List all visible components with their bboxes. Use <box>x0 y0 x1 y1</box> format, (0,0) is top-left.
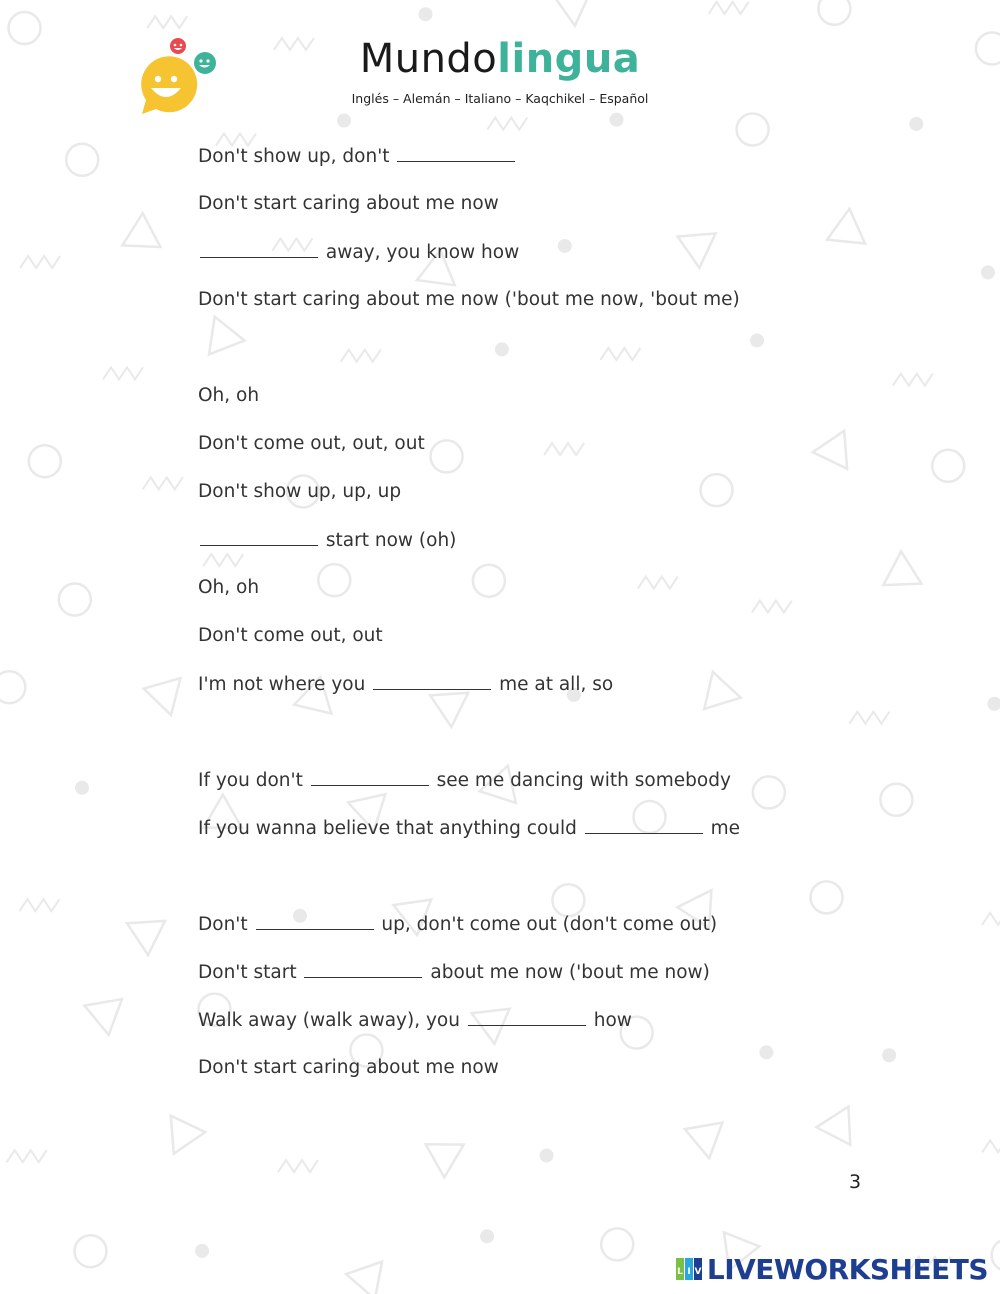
lyric-line <box>198 240 519 265</box>
lyric-text: Don't start <box>198 962 303 983</box>
background-shape <box>610 113 624 127</box>
background-shape <box>737 114 769 146</box>
background-shape <box>540 1148 554 1162</box>
fill-in-blank[interactable] <box>397 144 515 162</box>
lyric-text: Oh, oh <box>198 385 260 406</box>
background-shape <box>75 1235 107 1267</box>
lyric-text: Walk away (walk away), you <box>198 1010 466 1031</box>
background-shape <box>685 1123 723 1159</box>
lyric-text: how <box>587 1010 632 1031</box>
svg-text:V: V <box>694 1267 702 1277</box>
lyric-text: Oh, oh <box>198 577 260 598</box>
background-shape <box>495 342 509 356</box>
liveworksheets-logo-icon <box>676 1256 704 1282</box>
fill-in-blank[interactable] <box>304 960 422 978</box>
background-shape <box>171 1116 205 1154</box>
lyric-text: up, don't come out (don't come out) <box>375 914 718 935</box>
svg-text:L: L <box>677 1267 683 1277</box>
lyric-line <box>198 816 740 841</box>
lyric-text: me at all, so <box>493 674 614 695</box>
background-shape <box>473 565 505 597</box>
background-shape <box>29 445 61 477</box>
fill-in-blank[interactable] <box>585 816 703 834</box>
lyric-text: I'm not where you <box>198 674 372 695</box>
lyric-text: Don't come out, out <box>198 625 383 646</box>
background-shape <box>753 776 785 808</box>
lyric-text: If you wanna believe that anything could <box>198 818 583 839</box>
fill-in-blank[interactable] <box>200 240 318 258</box>
lyric-line <box>198 528 456 553</box>
background-shape <box>0 671 25 703</box>
background-shape <box>932 450 964 482</box>
background-shape <box>880 784 912 816</box>
lyric-line <box>198 384 259 408</box>
lyric-line <box>198 1056 499 1080</box>
background-shape <box>750 333 764 347</box>
background-shape <box>59 584 91 616</box>
background-shape <box>203 554 243 566</box>
background-shape <box>553 0 591 26</box>
background-shape <box>849 712 889 724</box>
lyric-text: Don't come out, out, out <box>198 433 425 454</box>
language-list-subtitle: Inglés – Alemán – Italiano – Kaqchikel – Español <box>351 91 649 106</box>
background-shape <box>337 114 351 128</box>
lyric-text: Don't start caring about me now <box>198 193 499 214</box>
lyric-text: start now (oh) <box>320 530 457 551</box>
background-shape <box>341 350 381 362</box>
lyric-text: me <box>704 818 741 839</box>
background-shape <box>209 317 245 355</box>
lyric-line <box>198 768 731 793</box>
brand-title-part1: Mundo <box>359 36 498 82</box>
background-shape <box>601 1228 633 1260</box>
fill-in-blank[interactable] <box>373 672 491 690</box>
fill-in-blank[interactable] <box>311 768 429 786</box>
background-shape <box>709 2 749 14</box>
background-shape <box>544 443 584 455</box>
lyric-line <box>198 144 517 169</box>
background-shape <box>20 256 60 268</box>
background-shape <box>431 440 463 472</box>
background-shape <box>982 913 1000 925</box>
lyric-text: away, you know how <box>320 242 520 263</box>
background-shape <box>195 1244 209 1258</box>
lyric-line <box>198 624 383 648</box>
background-shape <box>318 564 350 596</box>
background-shape <box>487 118 527 130</box>
background-shape <box>7 1150 47 1162</box>
background-shape <box>827 209 865 244</box>
background-shape <box>600 348 640 360</box>
background-shape <box>893 374 933 386</box>
background-shape <box>752 601 792 613</box>
background-shape <box>818 0 850 25</box>
fill-in-blank[interactable] <box>200 528 318 546</box>
lyric-line <box>198 912 717 937</box>
lyric-line <box>198 192 499 216</box>
lyric-line <box>198 960 710 985</box>
background-shape <box>419 7 433 21</box>
fill-in-blank[interactable] <box>256 912 374 930</box>
background-shape <box>704 672 740 709</box>
background-shape <box>144 678 181 715</box>
background-shape <box>143 477 183 489</box>
lyric-line <box>198 432 425 456</box>
background-shape <box>75 781 89 795</box>
background-shape <box>981 265 995 279</box>
lyric-text: about me now ('bout me now) <box>424 962 710 983</box>
lyric-line <box>198 576 259 600</box>
lyric-text: Don't start caring about me now ('bout me now, 'bout me) <box>198 289 740 310</box>
lyric-text: see me dancing with somebody <box>430 770 731 791</box>
background-shape <box>278 1160 318 1172</box>
background-shape <box>346 1262 382 1294</box>
liveworksheets-footer <box>676 1252 988 1286</box>
svg-text:I: I <box>687 1267 691 1277</box>
background-shape <box>66 144 98 176</box>
background-shape <box>127 921 165 955</box>
background-shape <box>816 1107 850 1145</box>
background-shape <box>882 1048 896 1062</box>
page-number: 3 <box>849 1171 862 1193</box>
background-shape <box>103 367 143 379</box>
background-shape <box>909 117 923 131</box>
brand-title-part2: lingua <box>497 36 641 82</box>
lyric-line <box>198 672 613 697</box>
background-shape <box>678 233 716 268</box>
fill-in-blank[interactable] <box>468 1008 586 1026</box>
lyric-text: Don't show up, up, up <box>198 481 402 502</box>
background-shape <box>426 1144 464 1177</box>
lyric-line <box>198 288 740 312</box>
background-shape <box>638 577 678 589</box>
background-shape <box>558 239 572 253</box>
background-shape <box>84 999 122 1035</box>
background-shape <box>992 1239 1000 1271</box>
lyric-text: Don't start caring about me now <box>198 1057 499 1078</box>
background-shape <box>701 474 733 506</box>
lyric-text: Don't show up, don't <box>198 146 396 167</box>
liveworksheets-brand: LIVEWORKSHEETS <box>706 1252 988 1286</box>
background-shape <box>480 1229 494 1243</box>
lyric-line <box>198 1008 632 1033</box>
background-shape <box>982 1140 1000 1152</box>
background-shape <box>759 1045 773 1059</box>
background-shape <box>811 881 843 913</box>
lyric-text: If you don't <box>198 770 309 791</box>
lyric-line <box>198 480 401 504</box>
background-shape <box>813 431 847 469</box>
background-shape <box>883 551 921 585</box>
background-shape <box>122 213 160 247</box>
lyric-text: Don't <box>198 914 254 935</box>
brand-title <box>0 36 1000 82</box>
background-shape <box>430 693 468 727</box>
background-shape <box>147 16 187 28</box>
background-shape <box>19 899 59 911</box>
background-shape <box>987 697 1000 711</box>
